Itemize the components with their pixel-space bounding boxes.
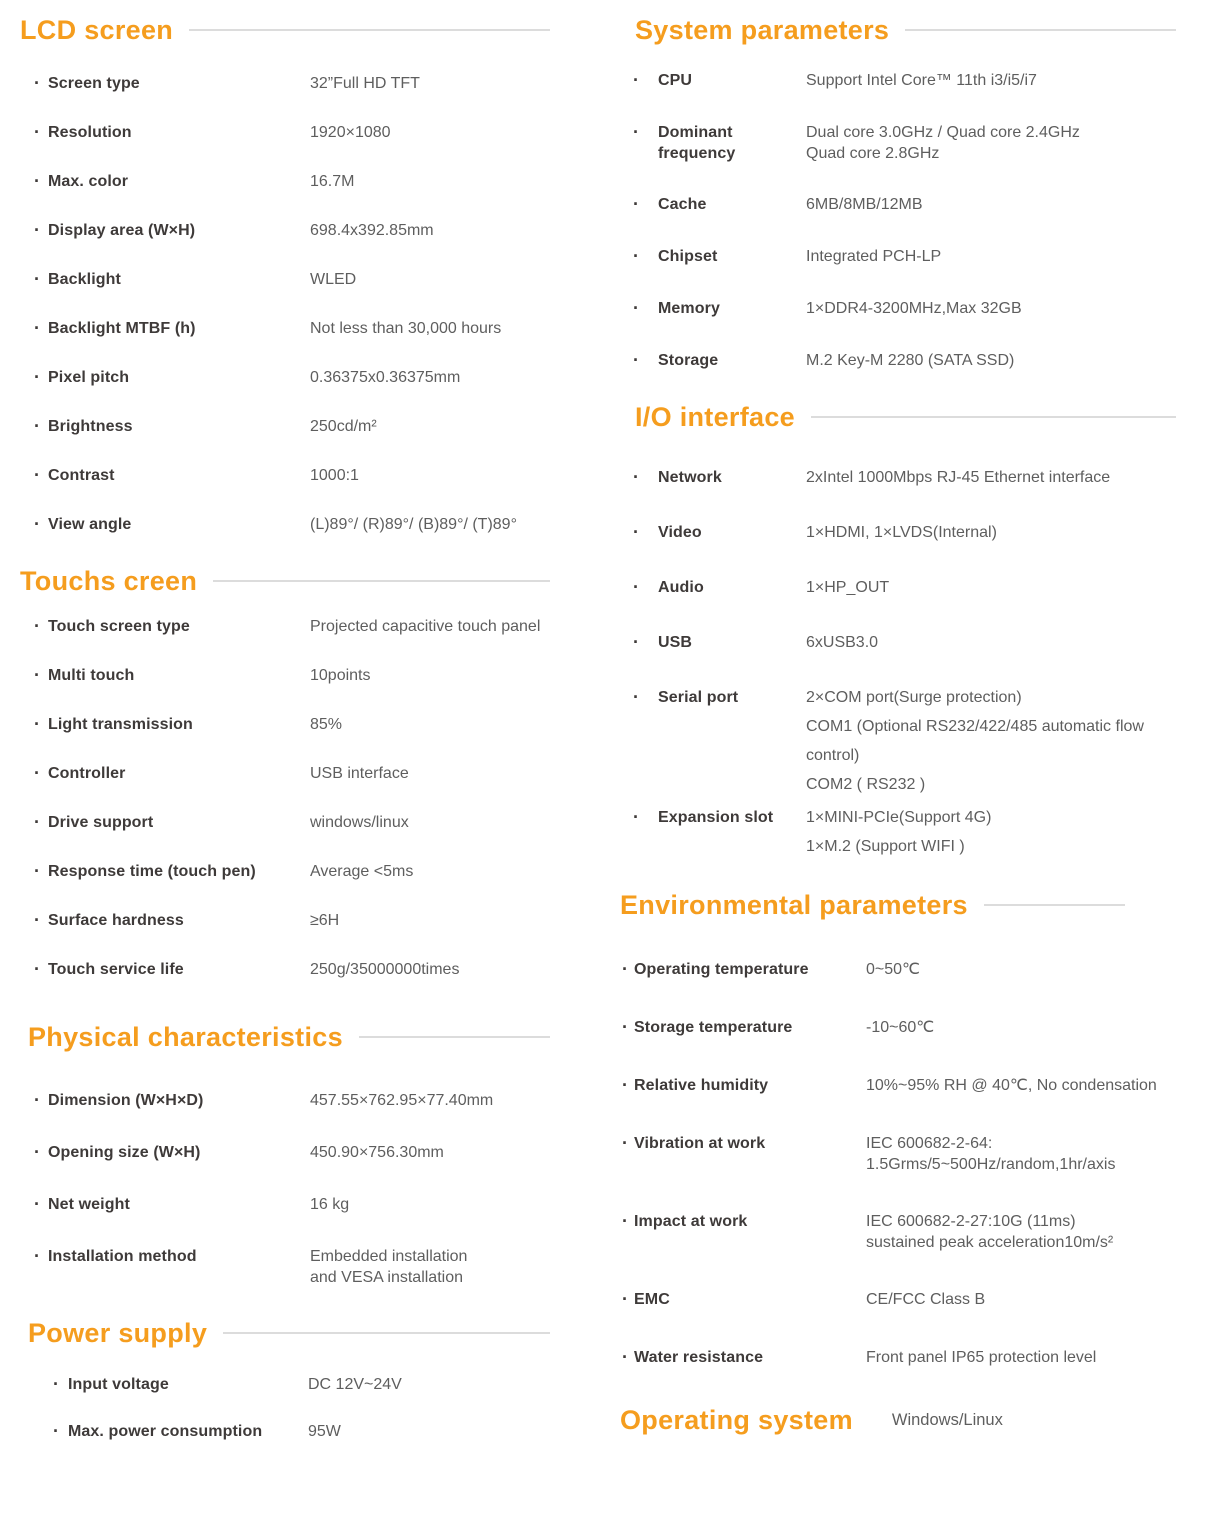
section-divider-line	[359, 1036, 550, 1038]
bullet-icon	[622, 1075, 634, 1097]
spec-label: Net weight	[48, 1196, 130, 1213]
spec-label: Input voltage	[68, 1376, 169, 1393]
bullet-icon	[34, 959, 48, 981]
spec-label: Backlight	[48, 271, 121, 288]
spec-value-line: 1.5Grms/5~500Hz/random,1hr/axis	[866, 1156, 1116, 1173]
section-heading	[620, 15, 1176, 45]
bullet-icon	[633, 687, 658, 709]
spec-value-line: CE/FCC Class B	[866, 1291, 986, 1308]
bullet-icon	[622, 959, 634, 981]
spec-label: Resolution	[48, 124, 132, 141]
spec-label: Memory	[658, 300, 720, 317]
section-lcd-screen	[20, 15, 560, 536]
spec-value-line: 10points	[310, 667, 371, 684]
spec-value-line: 2×COM port(Surge protection)	[806, 689, 1022, 706]
spec-value	[806, 687, 1176, 795]
spec-row	[20, 269, 560, 291]
spec-value-line: Not less than 30,000 hours	[310, 320, 502, 337]
bullet-icon	[633, 632, 658, 654]
spec-value	[310, 812, 560, 833]
bullet-icon	[633, 522, 658, 544]
spec-row	[20, 861, 560, 883]
spec-value-line: Integrated PCH-LP	[806, 248, 942, 265]
spec-row	[620, 687, 1176, 795]
spec-label: Dominant frequency	[658, 124, 736, 162]
bullet-icon	[633, 70, 658, 92]
bullet-icon	[53, 1374, 68, 1396]
spec-value-line: USB interface	[310, 765, 409, 782]
spec-label: Expansion slot	[658, 809, 774, 826]
spec-row	[620, 122, 1176, 164]
section-heading	[20, 1318, 560, 1348]
spec-label: Serial port	[658, 689, 739, 706]
spec-value	[310, 122, 560, 143]
spec-label: Display area (W×H)	[48, 222, 196, 239]
bullet-icon	[633, 246, 658, 268]
spec-row	[20, 910, 560, 932]
spec-label: Brightness	[48, 418, 133, 435]
spec-value	[310, 959, 560, 980]
spec-rows	[620, 467, 1176, 857]
bullet-icon	[34, 465, 48, 487]
spec-value-line: DC 12V~24V	[308, 1376, 402, 1393]
spec-label: Contrast	[48, 467, 115, 484]
spec-value	[310, 763, 560, 784]
spec-value	[308, 1421, 560, 1442]
section-title: System parameters	[635, 15, 890, 45]
spec-value	[310, 1246, 560, 1288]
spec-label: Pixel pitch	[48, 369, 130, 386]
spec-value	[866, 1211, 1176, 1253]
spec-label: Relative humidity	[634, 1077, 769, 1094]
spec-value-line: 1000:1	[310, 467, 359, 484]
spec-value-line: -10~60℃	[866, 1019, 935, 1036]
spec-value-line: control)	[806, 747, 860, 764]
spec-label: Opening size (W×H)	[48, 1144, 201, 1161]
bullet-icon	[34, 714, 48, 736]
spec-label: Light transmission	[48, 716, 193, 733]
spec-value	[310, 514, 560, 535]
spec-row	[20, 171, 560, 193]
spec-label: Video	[658, 524, 702, 541]
spec-value	[806, 522, 1176, 543]
spec-value	[310, 416, 560, 437]
spec-row	[20, 318, 560, 340]
spec-label: Touch service life	[48, 961, 184, 978]
bullet-icon	[34, 1194, 48, 1216]
spec-row	[620, 1211, 1176, 1253]
spec-value	[806, 577, 1176, 598]
spec-value	[310, 616, 560, 637]
spec-value	[310, 910, 560, 931]
spec-value	[310, 171, 560, 192]
spec-value	[806, 807, 1176, 857]
bullet-icon	[633, 194, 658, 216]
spec-value-line: 6MB/8MB/12MB	[806, 196, 923, 213]
spec-value-line: 1×DDR4-3200MHz,Max 32GB	[806, 300, 1022, 317]
section-physical-characteristics	[20, 1022, 560, 1288]
spec-value-line: 1×MINI-PCIe(Support 4G)	[806, 809, 992, 826]
section-heading	[620, 1405, 1176, 1435]
section-heading	[20, 566, 560, 596]
section-divider-line	[213, 580, 550, 582]
spec-value-line: Support Intel Core™ 11th i3/i5/i7	[806, 72, 1037, 89]
spec-label: Chipset	[658, 248, 718, 265]
spec-row	[620, 246, 1176, 268]
spec-value-line: 6xUSB3.0	[806, 634, 879, 651]
spec-label: Dimension (W×H×D)	[48, 1092, 204, 1109]
bullet-icon	[34, 514, 48, 536]
section-title: Power supply	[28, 1318, 208, 1348]
section-title: I/O interface	[635, 402, 795, 432]
section-title: Physical characteristics	[28, 1022, 343, 1052]
spec-label: Water resistance	[634, 1349, 764, 1366]
section-operating-system	[620, 1405, 1176, 1435]
section-divider-line	[905, 29, 1176, 31]
spec-value	[806, 70, 1176, 91]
spec-label: Operating temperature	[634, 961, 809, 978]
spec-value-line: and VESA installation	[310, 1269, 463, 1286]
spec-row	[620, 1289, 1176, 1311]
spec-value-line: 0.36375x0.36375mm	[310, 369, 461, 386]
spec-row	[620, 350, 1176, 372]
spec-label: Multi touch	[48, 667, 135, 684]
bullet-icon	[633, 122, 658, 144]
spec-value	[866, 959, 1176, 980]
spec-row	[20, 73, 560, 95]
spec-label: Response time (touch pen)	[48, 863, 256, 880]
spec-value	[806, 298, 1176, 319]
spec-value	[806, 246, 1176, 267]
section-heading	[20, 15, 560, 45]
spec-value	[310, 665, 560, 686]
spec-value	[310, 73, 560, 94]
spec-value-line: 1×HDMI, 1×LVDS(Internal)	[806, 524, 997, 541]
spec-label: Impact at work	[634, 1213, 748, 1230]
spec-row	[620, 1075, 1176, 1097]
bullet-icon	[633, 807, 658, 829]
bullet-icon	[633, 350, 658, 372]
spec-row	[20, 1246, 560, 1288]
spec-value	[866, 1075, 1176, 1096]
spec-value	[310, 220, 560, 241]
spec-value-line: 450.90×756.30mm	[310, 1144, 444, 1161]
spec-row	[620, 194, 1176, 216]
spec-label: Controller	[48, 765, 126, 782]
bullet-icon	[34, 220, 48, 242]
section-title: Environmental parameters	[620, 890, 968, 920]
spec-value-line: 1×M.2 (Support WIFI )	[806, 838, 965, 855]
spec-value	[806, 122, 1176, 164]
spec-value	[806, 194, 1176, 215]
section-title: Touchs creen	[20, 566, 198, 596]
bullet-icon	[53, 1421, 68, 1443]
spec-value	[866, 1289, 1176, 1310]
bullet-icon	[34, 665, 48, 687]
spec-row	[20, 714, 560, 736]
bullet-icon	[622, 1347, 634, 1369]
bullet-icon	[622, 1133, 634, 1155]
spec-rows	[20, 616, 560, 981]
spec-label: Storage	[658, 352, 719, 369]
spec-rows	[20, 1374, 560, 1443]
bullet-icon	[34, 367, 48, 389]
spec-label: CPU	[658, 72, 693, 89]
section-heading	[620, 890, 1176, 920]
bullet-icon	[34, 861, 48, 883]
bullet-icon	[34, 171, 48, 193]
spec-rows	[620, 70, 1176, 372]
spec-value-line: 250g/35000000times	[310, 961, 460, 978]
left-column	[20, 0, 560, 1468]
bullet-icon	[34, 1090, 48, 1112]
spec-value-line: windows/linux	[310, 814, 409, 831]
spec-value-line: Front panel IP65 protection level	[866, 1349, 1097, 1366]
spec-label: Vibration at work	[634, 1135, 766, 1152]
spec-value	[310, 1142, 560, 1163]
spec-value-line: IEC 600682-2-27:10G (11ms)	[866, 1213, 1076, 1230]
spec-value-line: 10%~95% RH @ 40℃, No condensation	[866, 1077, 1157, 1094]
spec-row	[620, 1347, 1176, 1369]
spec-row	[20, 763, 560, 785]
bullet-icon	[34, 910, 48, 932]
spec-label: Cache	[658, 196, 707, 213]
spec-row	[620, 522, 1176, 544]
spec-value-line: 95W	[308, 1423, 341, 1440]
spec-value-line: 16 kg	[310, 1196, 350, 1213]
spec-row	[20, 367, 560, 389]
bullet-icon	[34, 73, 48, 95]
spec-row	[620, 1133, 1176, 1175]
spec-label: Surface hardness	[48, 912, 184, 929]
spec-row	[20, 465, 560, 487]
bullet-icon	[622, 1017, 634, 1039]
spec-label: Installation method	[48, 1248, 197, 1265]
section-divider-line	[984, 904, 1125, 906]
operating-system-value: Windows/Linux	[891, 1411, 1003, 1429]
spec-rows	[620, 959, 1176, 1369]
spec-value	[310, 318, 560, 339]
spec-row	[20, 122, 560, 144]
spec-value-line: M.2 Key-M 2280 (SATA SSD)	[806, 352, 1015, 369]
spec-value-line: COM2 ( RS232 )	[806, 776, 926, 793]
spec-row	[20, 959, 560, 981]
right-column	[620, 0, 1176, 1435]
spec-value-line: Average <5ms	[310, 863, 414, 880]
spec-value-line: COM1 (Optional RS232/422/485 automatic flow	[806, 718, 1144, 735]
spec-row	[20, 220, 560, 242]
spec-value	[806, 467, 1176, 488]
spec-rows	[20, 1090, 560, 1288]
spec-value	[866, 1347, 1176, 1368]
spec-value-line: IEC 600682-2-64:	[866, 1135, 993, 1152]
bullet-icon	[34, 763, 48, 785]
spec-label: Max. color	[48, 173, 129, 190]
bullet-icon	[34, 416, 48, 438]
spec-value-line: sustained peak acceleration10m/s²	[866, 1234, 1114, 1251]
spec-value-line: 85%	[310, 716, 343, 733]
spec-label: Touch screen type	[48, 618, 190, 635]
bullet-icon	[34, 122, 48, 144]
spec-value-line: Embedded installation	[310, 1248, 468, 1265]
spec-value-line: ≥6H	[310, 912, 340, 929]
spec-value	[310, 1090, 560, 1111]
spec-row	[20, 1090, 560, 1112]
spec-value	[806, 632, 1176, 653]
spec-value	[806, 350, 1176, 371]
spec-value-line: 1920×1080	[310, 124, 391, 141]
spec-label: Audio	[658, 579, 704, 596]
bullet-icon	[34, 318, 48, 340]
spec-value	[310, 1194, 560, 1215]
spec-row	[620, 298, 1176, 320]
spec-rows	[20, 73, 560, 536]
bullet-icon	[34, 1142, 48, 1164]
spec-row	[20, 1142, 560, 1164]
spec-value-line: 698.4x392.85mm	[310, 222, 434, 239]
section-heading	[620, 402, 1176, 432]
spec-value-line: 32”Full HD TFT	[310, 75, 420, 92]
section-divider-line	[811, 416, 1176, 418]
spec-label: Screen type	[48, 75, 140, 92]
spec-row	[20, 812, 560, 834]
spec-row	[620, 1017, 1176, 1039]
spec-value	[308, 1374, 560, 1395]
spec-row	[20, 416, 560, 438]
spec-value	[310, 465, 560, 486]
spec-value	[310, 367, 560, 388]
spec-row	[620, 807, 1176, 857]
spec-row	[620, 467, 1176, 489]
spec-value	[310, 269, 560, 290]
bullet-icon	[622, 1289, 634, 1311]
section-touch-screen	[20, 566, 560, 981]
section-title: Operating system	[620, 1405, 853, 1435]
spec-value-line: 1×HP_OUT	[806, 579, 890, 596]
spec-row	[20, 514, 560, 536]
spec-value-line: 16.7M	[310, 173, 355, 190]
section-environmental-parameters	[620, 890, 1176, 1369]
section-title: LCD screen	[20, 15, 174, 45]
spec-value	[310, 861, 560, 882]
spec-value	[866, 1017, 1176, 1038]
spec-label: EMC	[634, 1291, 670, 1308]
bullet-icon	[34, 812, 48, 834]
section-divider-line	[189, 29, 550, 31]
spec-value	[866, 1133, 1176, 1175]
spec-row	[620, 70, 1176, 92]
spec-row	[20, 665, 560, 687]
spec-value-line: Dual core 3.0GHz / Quad core 2.4GHz	[806, 124, 1080, 141]
spec-row	[20, 616, 560, 638]
spec-value-line: 0~50℃	[866, 961, 921, 978]
bullet-icon	[633, 467, 658, 489]
spec-value-line: 250cd/m²	[310, 418, 377, 435]
spec-row	[20, 1374, 560, 1396]
bullet-icon	[34, 269, 48, 291]
section-power-supply	[20, 1318, 560, 1443]
section-divider-line	[223, 1332, 550, 1334]
spec-label: Storage temperature	[634, 1019, 793, 1036]
spec-row	[20, 1194, 560, 1216]
spec-value	[310, 714, 560, 735]
spec-label: View angle	[48, 516, 132, 533]
bullet-icon	[34, 1246, 48, 1268]
spec-row	[20, 1421, 560, 1443]
spec-value-line: Projected capacitive touch panel	[310, 618, 541, 635]
spec-value-line: WLED	[310, 271, 357, 288]
spec-value-line: (L)89°/ (R)89°/ (B)89°/ (T)89°	[310, 516, 517, 533]
spec-row	[620, 632, 1176, 654]
spec-label: Drive support	[48, 814, 154, 831]
spec-row	[620, 577, 1176, 599]
bullet-icon	[633, 577, 658, 599]
spec-value-line: 457.55×762.95×77.40mm	[310, 1092, 494, 1109]
bullet-icon	[622, 1211, 634, 1233]
spec-value-line: Quad core 2.8GHz	[806, 145, 940, 162]
section-system-parameters	[620, 15, 1176, 372]
spec-label: Network	[658, 469, 722, 486]
section-io-interface	[620, 402, 1176, 857]
spec-label: USB	[658, 634, 693, 651]
bullet-icon	[34, 616, 48, 638]
bullet-icon	[633, 298, 658, 320]
spec-label: Max. power consumption	[68, 1423, 263, 1440]
section-heading	[20, 1022, 560, 1052]
spec-value-line: 2xIntel 1000Mbps RJ-45 Ethernet interface	[806, 469, 1111, 486]
spec-row	[620, 959, 1176, 981]
spec-label: Backlight MTBF (h)	[48, 320, 196, 337]
